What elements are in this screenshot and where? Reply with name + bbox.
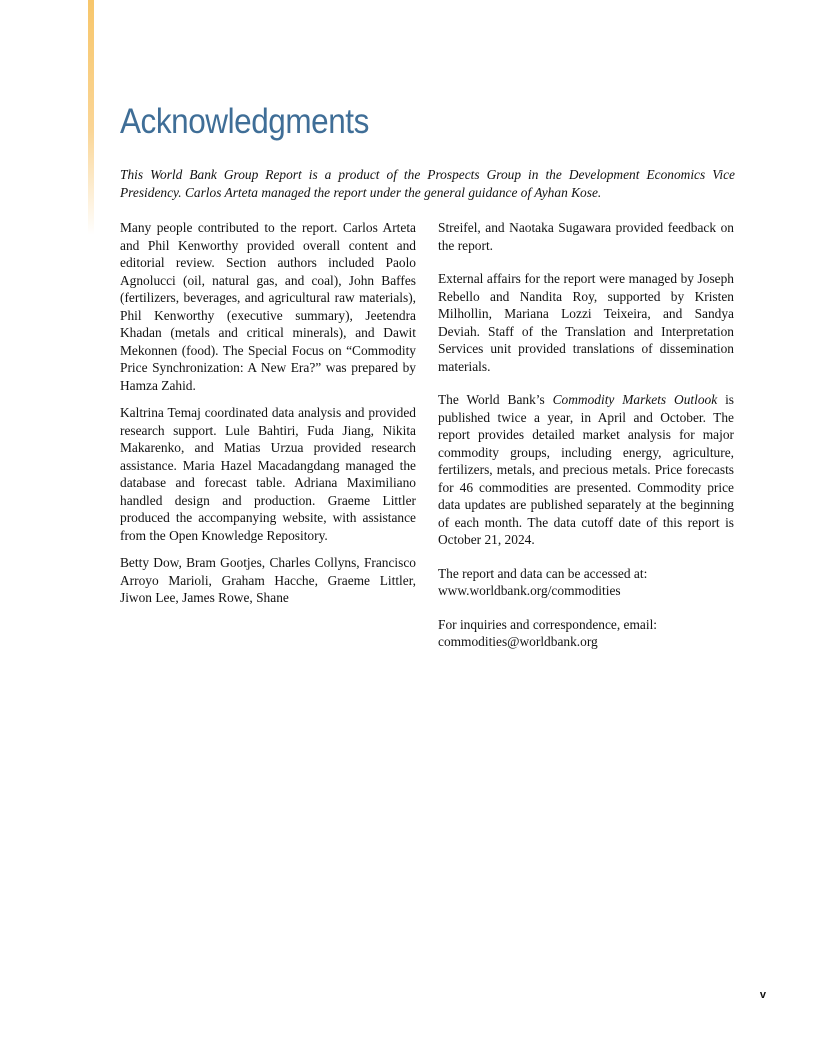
decorative-accent-bar bbox=[88, 0, 94, 235]
publication-info-paragraph bbox=[438, 391, 734, 549]
commodities-url-link[interactable]: www.worldbank.org/commodities bbox=[438, 583, 621, 598]
commodities-email-link[interactable]: commodities@worldbank.org bbox=[438, 634, 598, 649]
contributors-paragraph: Many people contributed to the report. Carlos Arteta and Phil Kenworthy provided overall content and editorial review. Section authors included Paolo Agnolucci (oil, natural gas, and coal), John Baffes (fertilizers, beverages, and agricultural raw materials), Phil Kenworthy (executive summary), Jeetendra Khadan (metals and critical minerals), and Dawit Mekonnen (food). The Special Focus on “Commodity Price Synchronization: A New Era?” was prepared by Hamza Zahid. bbox=[120, 220, 416, 393]
inquiries-paragraph bbox=[438, 616, 734, 651]
feedback-paragraph-start: Betty Dow, Bram Gootjes, Charles Collyns, Francisco Arroyo Marioli, Graham Hacche, Graeme Littler, Jiwon Lee, James Rowe, Shane bbox=[120, 555, 416, 605]
publication-info-body: is published twice a year, in April and October. The report provides detailed market analysis for major commodity groups, including energy, agriculture, fertilizers, metals, and precious metals. Price forecasts for 46 commodities are presented. Commodity price data updates are published separately at the beginning of each month. The data cutoff date of this report is October 21, 2024. bbox=[438, 392, 735, 547]
feedback-paragraph-end: Streifel, and Naotaka Sugawara provided feedback on the report. bbox=[438, 220, 734, 253]
page-title: Acknowledgments bbox=[120, 102, 369, 141]
intro-paragraph: This World Bank Group Report is a product of the Prospects Group in the Development Economics Vice Presidency. Carlos Arteta managed the report under the general guidance of Ayhan Kose. bbox=[120, 167, 735, 200]
left-column bbox=[120, 219, 416, 607]
publication-info-lead: The World Bank’s bbox=[438, 392, 553, 407]
external-affairs-paragraph: External affairs for the report were managed by Joseph Rebello and Nandita Roy, supported by Kristen Milhollin, Mariana Lozzi Teixeira, and Sandya Deviah. Staff of the Translation and Interpretation Services unit provided translations of dissemination materials. bbox=[438, 271, 734, 374]
access-paragraph bbox=[438, 565, 734, 600]
right-column bbox=[438, 219, 734, 651]
report-title-italic: Commodity Markets Outlook bbox=[552, 392, 718, 407]
access-label: The report and data can be accessed at: bbox=[438, 565, 648, 581]
inquiries-label: For inquiries and correspondence, email: bbox=[438, 616, 658, 632]
page-number: v bbox=[759, 989, 766, 1001]
research-support-paragraph: Kaltrina Temaj coordinated data analysis and provided research support. Lule Bahtiri, Fuda Jiang, Nikita Makarenko, and Matias Urzua provided research assistance. Maria Hazel Macadangdang managed the database and forecast table. Adriana Maximiliano handled design and production. Graeme Littler produced the accompanying website, with assistance from the Open Knowledge Repository. bbox=[120, 405, 416, 543]
